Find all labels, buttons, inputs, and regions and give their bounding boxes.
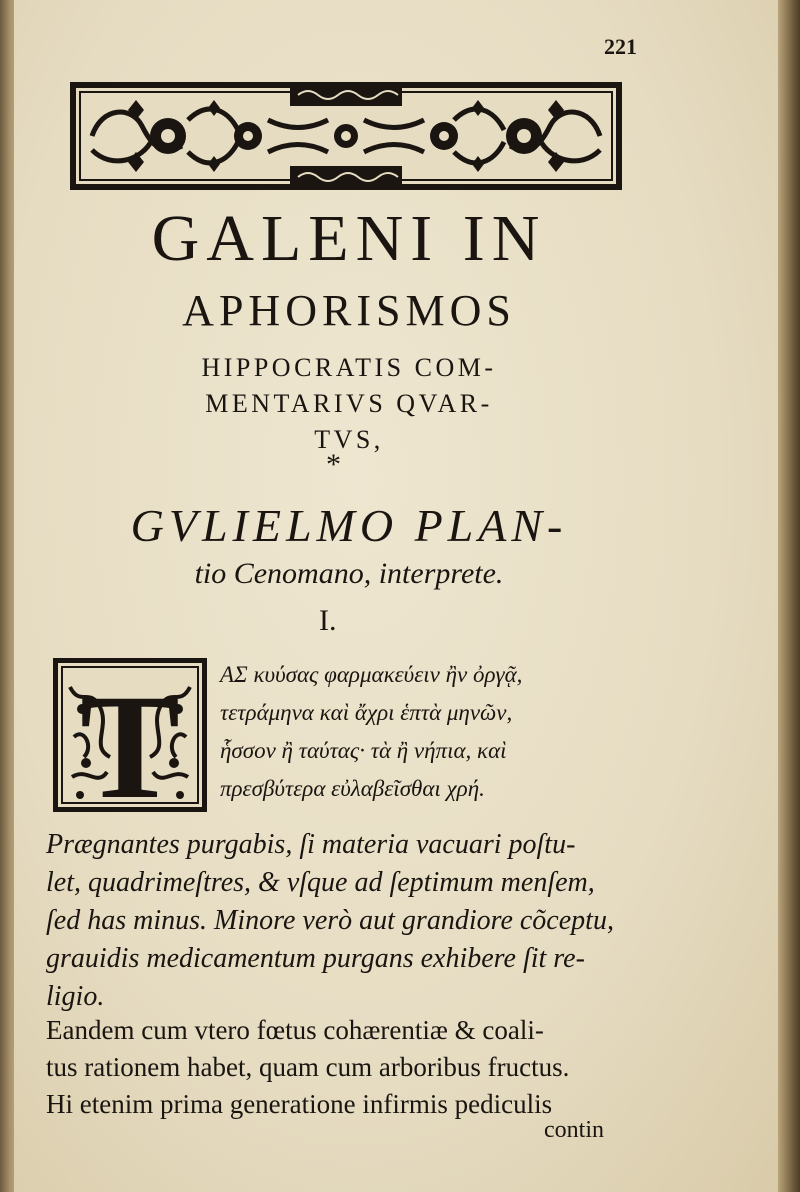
- title-line-1: GALENI IN: [151, 202, 547, 275]
- title-line-3: HIPPOCRATIS COM-: [201, 353, 497, 382]
- commentary-line: Eandem cum vtero fœtus cohærentiæ & coali-: [46, 1015, 544, 1045]
- catchword: contin: [544, 1117, 604, 1143]
- commentary-line: Hi etenim prima generatione infirmis pediculis: [46, 1089, 553, 1119]
- star-ornament: *: [326, 448, 341, 481]
- title-line-3-block: [54, 350, 644, 458]
- translator-line-1: GVLIELMO PLAN-: [130, 500, 568, 551]
- greek-line: ἧσσον ἢ ταύτας· τὰ ἢ νήπια, καὶ: [220, 738, 507, 763]
- decorated-initial-t: [52, 657, 208, 813]
- translator-line-2: tio Cenomano, interprete.: [194, 557, 504, 590]
- greek-line: πρεσβύτερα εὐλαβεῖσθαι χρή.: [220, 776, 485, 801]
- latin-line: ligio.: [46, 981, 105, 1012]
- latin-line: ſed has minus. Minore verò aut grandiore cõceptu,: [46, 905, 614, 936]
- commentary-text: [46, 1012, 628, 1123]
- greek-aphorism: [220, 656, 640, 808]
- title-line-4: MENTARIVS QVAR-: [205, 389, 493, 418]
- latin-translation: [46, 826, 626, 1016]
- section-number: I.: [319, 604, 337, 637]
- book-page: [14, 0, 778, 1192]
- title-line-2: APHORISMOS: [182, 286, 516, 335]
- title-line-5: TVS,: [314, 425, 384, 454]
- commentary-line: tus rationem habet, quam cum arboribus fructus.: [46, 1052, 570, 1082]
- initial-letter: T: [79, 664, 181, 813]
- greek-line: τετράμηνα καὶ ἄχρι ἑπτὰ μηνῶν,: [220, 700, 513, 725]
- latin-line: let, quadrimeſtres, & vſque ad ſeptimum menſem,: [46, 867, 595, 898]
- latin-line: Prægnantes purgabis, ſi materia vacuari poſtu-: [46, 829, 576, 860]
- latin-line: grauidis medicamentum purgans exhibere ſit re-: [46, 943, 585, 974]
- ornamental-headpiece: [68, 80, 624, 192]
- greek-line: ΑΣ κυύσας φαρμακεύειν ἢν ὀργᾷ,: [220, 662, 523, 687]
- page-number: 221: [604, 34, 637, 59]
